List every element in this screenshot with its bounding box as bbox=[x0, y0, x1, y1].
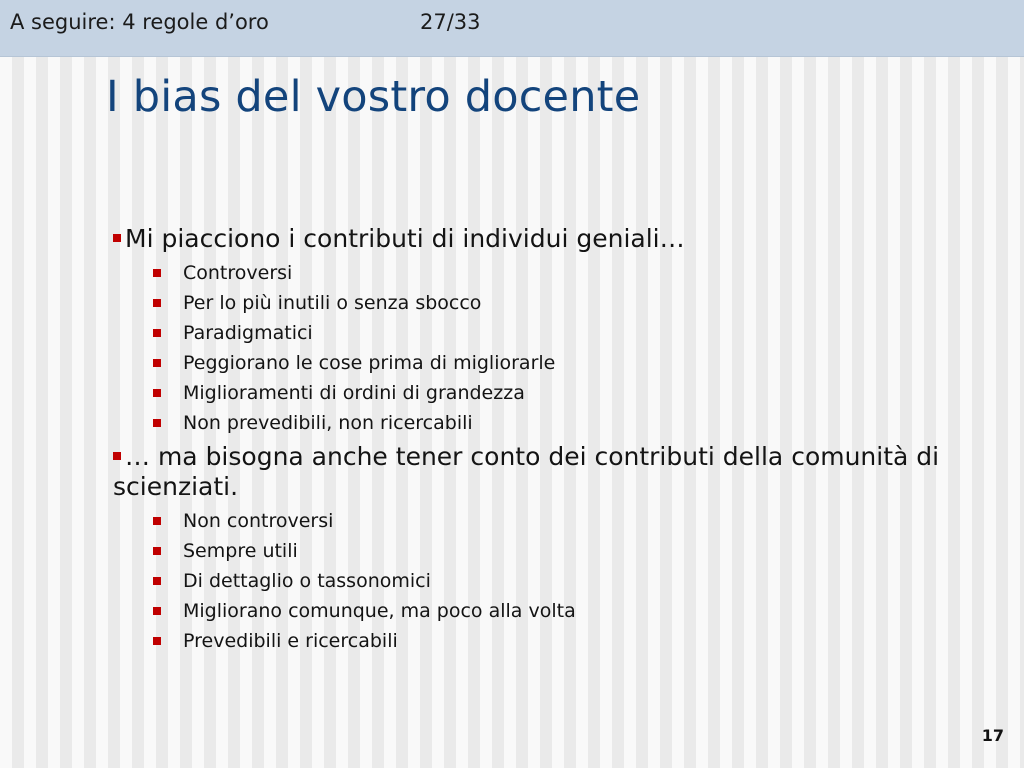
bullet-text: … ma bisogna anche tener conto dei contributi della comunità di scienziati. bbox=[113, 442, 940, 501]
sub-bullet-text: Per lo più inutili o senza sbocco bbox=[183, 292, 482, 314]
sub-bullet-item bbox=[113, 566, 993, 596]
square-bullet-icon bbox=[153, 359, 161, 367]
square-bullet-icon bbox=[153, 607, 161, 615]
sub-bullet-text: Migliorano comunque, ma poco alla volta bbox=[183, 600, 576, 622]
sub-bullet-item bbox=[113, 506, 993, 536]
header-section-title: A seguire: 4 regole d’oro bbox=[10, 10, 269, 34]
square-bullet-icon bbox=[153, 329, 161, 337]
sub-bullet-text: Non controversi bbox=[183, 510, 334, 532]
sub-bullet-item bbox=[113, 626, 993, 656]
sub-bullet-item bbox=[113, 596, 993, 626]
sub-bullet-text: Sempre utili bbox=[183, 540, 298, 562]
square-bullet-icon bbox=[153, 389, 161, 397]
square-bullet-icon bbox=[153, 299, 161, 307]
square-bullet-icon bbox=[153, 269, 161, 277]
sub-bullet-item bbox=[113, 378, 993, 408]
square-bullet-icon bbox=[153, 637, 161, 645]
page-number: 17 bbox=[981, 726, 1004, 745]
bullet-item bbox=[113, 442, 993, 502]
header-slide-counter: 27/33 bbox=[420, 10, 481, 34]
bullet-text: Mi piacciono i contributi di individui geniali… bbox=[125, 224, 685, 253]
sub-bullet-list bbox=[113, 258, 993, 438]
sub-bullet-item bbox=[113, 288, 993, 318]
slide-title: I bias del vostro docente bbox=[106, 72, 641, 122]
sub-bullet-item bbox=[113, 258, 993, 288]
header-bar bbox=[0, 0, 1024, 57]
sub-bullet-text: Controversi bbox=[183, 262, 293, 284]
square-bullet-icon bbox=[153, 419, 161, 427]
sub-bullet-item bbox=[113, 318, 993, 348]
square-bullet-icon bbox=[153, 547, 161, 555]
bullet-list bbox=[113, 220, 993, 658]
sub-bullet-item bbox=[113, 348, 993, 378]
sub-bullet-list bbox=[113, 506, 993, 656]
sub-bullet-item bbox=[113, 408, 993, 438]
sub-bullet-text: Di dettaglio o tassonomici bbox=[183, 570, 431, 592]
sub-bullet-text: Peggiorano le cose prima di migliorarle bbox=[183, 352, 556, 374]
square-bullet-icon bbox=[113, 452, 121, 460]
square-bullet-icon bbox=[153, 577, 161, 585]
sub-bullet-text: Prevedibili e ricercabili bbox=[183, 630, 398, 652]
bullet-item bbox=[113, 224, 993, 254]
square-bullet-icon bbox=[153, 517, 161, 525]
sub-bullet-text: Non prevedibili, non ricercabili bbox=[183, 412, 473, 434]
sub-bullet-text: Miglioramenti di ordini di grandezza bbox=[183, 382, 525, 404]
sub-bullet-item bbox=[113, 536, 993, 566]
sub-bullet-text: Paradigmatici bbox=[183, 322, 313, 344]
square-bullet-icon bbox=[113, 234, 121, 242]
